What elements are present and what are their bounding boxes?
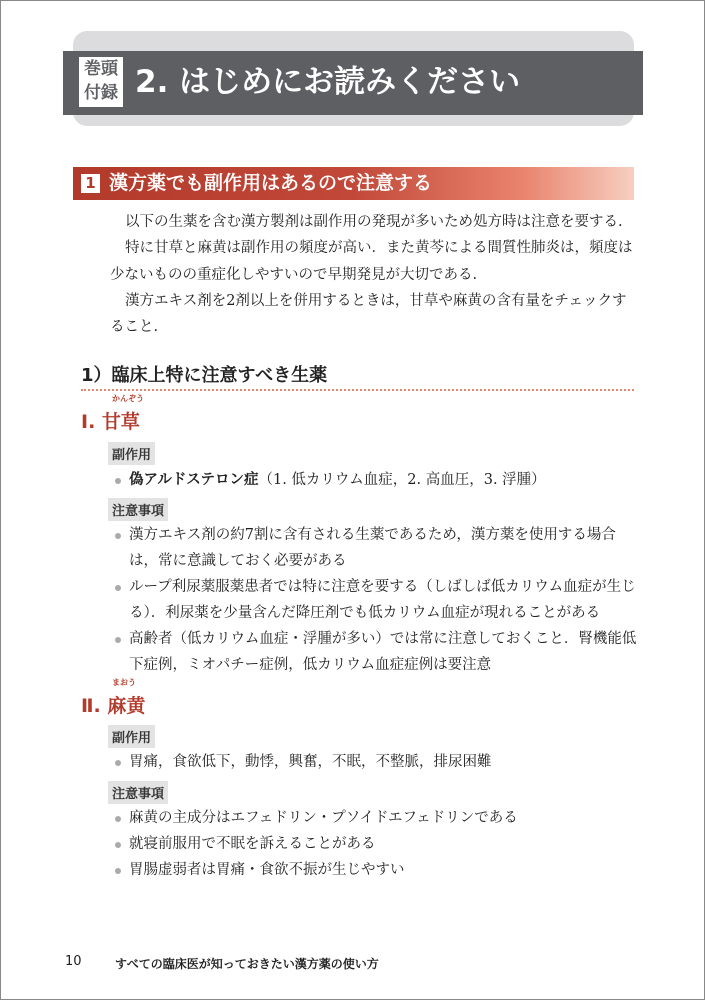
intro-paragraph: 漢方エキス剤を2剤以上を併用するときは，甘草や麻黄の含有量をチェックすること. — [110, 292, 627, 336]
herb-numeral: Ⅱ. — [81, 695, 101, 717]
caution-label: 注意事項 — [108, 498, 168, 521]
page-number: 10 — [65, 954, 82, 969]
list-item: 麻黄の主成分はエフェドリン・プソイドエフェドリンである — [113, 805, 638, 831]
caution-label: 注意事項 — [108, 781, 168, 804]
tag-line-1: 巻頭 — [84, 59, 118, 79]
section-number: 1 — [81, 174, 100, 193]
section-header — [73, 167, 634, 200]
list-item: 胃痛，食欲低下，動悸，興奮，不眠，不整脈，排尿困難 — [113, 749, 638, 775]
side-effect-detail: （1. 低カリウム血症，2. 高血圧，3. 浮腫） — [258, 472, 546, 488]
list-item: 高齢者（低カリウム血症・浮腫が多い）では常に注意しておくこと．腎機能低下症例，ミオパチー症例，低カリウム血症症例は要注意 — [113, 626, 638, 678]
list-item: 漢方エキス剤の約7割に含有される生薬であるため，漢方薬を使用する場合は，常に意識しておく必要がある — [113, 522, 638, 574]
tag-line-2: 付録 — [84, 83, 118, 103]
side-effect-bold: 偽アルドステロン症 — [129, 471, 259, 488]
side-effect-list — [113, 467, 638, 493]
side-effect-label: 副作用 — [108, 442, 155, 465]
subheading: 1）臨床上特に注意すべき生薬 — [81, 365, 328, 386]
herb-ruby: まおう — [112, 678, 136, 687]
caution-list — [113, 805, 638, 883]
list-item — [113, 467, 638, 493]
herb-name: 麻黄 — [107, 695, 146, 717]
section-title: 漢方薬でも副作用はあるので注意する — [109, 172, 433, 194]
side-effect-label: 副作用 — [108, 725, 155, 748]
herb-numeral: Ⅰ. — [81, 411, 96, 433]
dotted-divider — [81, 389, 634, 391]
intro-paragraph: 以下の生薬を含む漢方製剤は副作用の発現が多いため処方時は注意を要する. — [125, 214, 623, 230]
side-effect-list — [113, 749, 638, 775]
herb-heading-kanzo — [81, 394, 144, 434]
list-item: ループ利尿薬服薬患者では特に注意を要する（しばしば低カリウム血症が生じる）．利尿薬を少量含んだ降圧剤でも低カリウム血症が現れることがある — [113, 574, 638, 626]
appendix-tag — [79, 57, 123, 107]
book-title: すべての臨床医が知っておきたい漢方薬の使い方 — [115, 957, 379, 971]
intro-paragraph: 特に甘草と麻黄は副作用の頻度が高い．また黄芩による間質性肺炎は，頻度は少ないものの重症化しやすいので早期発見が大切である. — [110, 240, 633, 283]
herb-name: 甘草 — [101, 411, 140, 433]
herb-ruby: かんぞう — [112, 394, 144, 403]
list-item: 就寝前服用で不眠を訴えることがある — [113, 831, 638, 857]
chapter-title: 2. はじめにお読みください — [135, 64, 521, 100]
list-item: 胃腸虚弱者は胃痛・食欲不振が生じやすい — [113, 857, 638, 883]
herb-heading-mao — [81, 678, 146, 718]
intro-text — [110, 209, 640, 340]
caution-list — [113, 522, 638, 678]
